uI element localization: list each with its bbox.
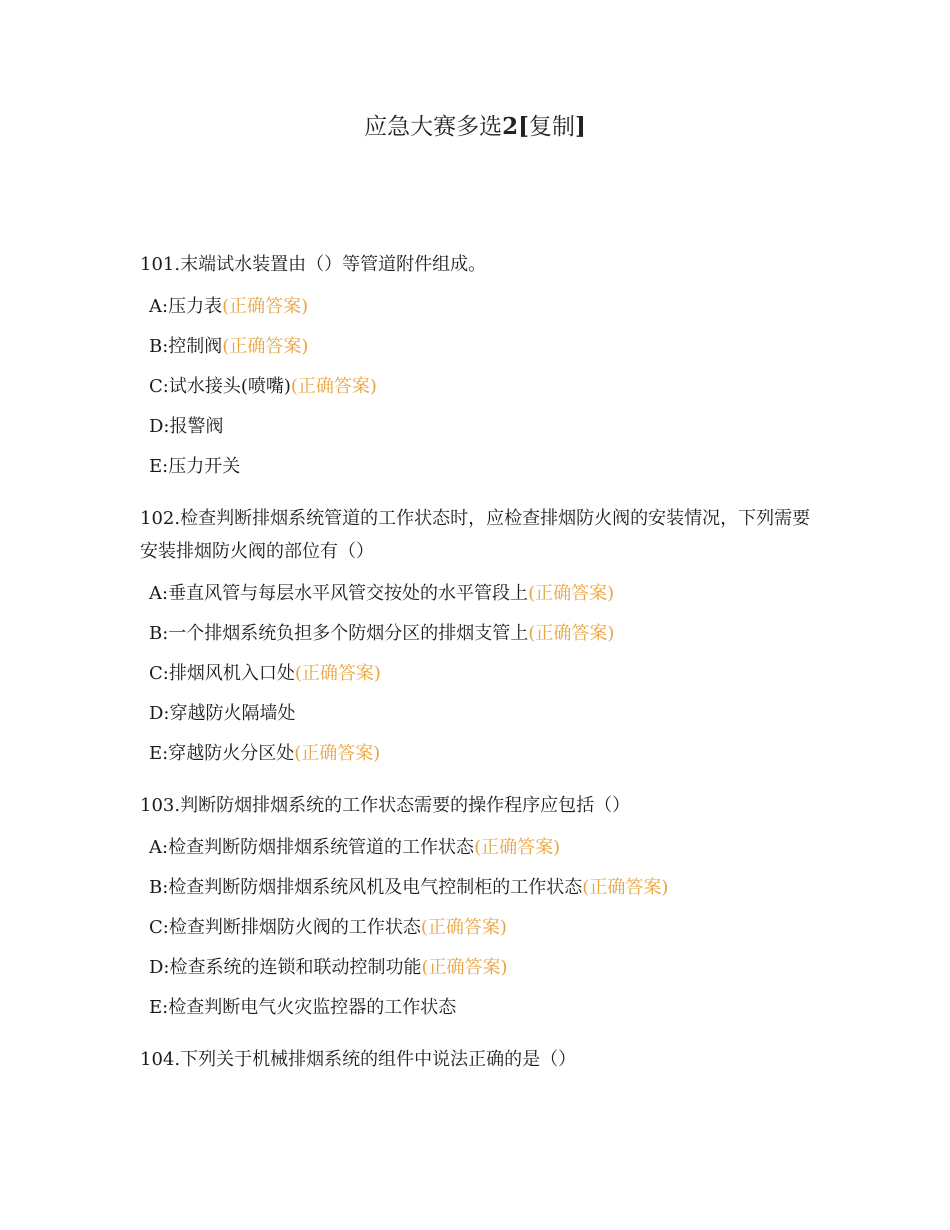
correct-answer-marker: (正确答案) xyxy=(222,296,309,317)
option-text: E:检查判断电气火灾监控器的工作状态 xyxy=(149,997,457,1018)
answer-option xyxy=(140,407,820,447)
answer-option xyxy=(140,908,820,948)
answer-option xyxy=(140,734,820,774)
correct-answer-marker: (正确答案) xyxy=(528,623,615,644)
question-stem: 102.检查判断排烟系统管道的工作状态时，应检查排烟防火阀的安装情况，下列需要安装排烟防火阀的部位有（） xyxy=(140,508,811,562)
correct-answer-marker: (正确答案) xyxy=(528,583,615,604)
correct-answer-marker: (正确答案) xyxy=(582,877,669,898)
option-text: E:压力开关 xyxy=(149,456,241,477)
question-block xyxy=(140,502,820,774)
correct-answer-marker: (正确答案) xyxy=(294,663,381,684)
option-text: A:检查判断防烟排烟系统管道的工作状态 xyxy=(149,837,475,858)
answer-option xyxy=(140,287,820,327)
option-text: C:试水接头(喷嘴) xyxy=(149,376,291,397)
correct-answer-marker: (正确答案) xyxy=(222,336,309,357)
title-bracket: ] xyxy=(575,113,586,140)
option-text: E:穿越防火分区处 xyxy=(149,743,295,764)
answer-option xyxy=(140,948,820,988)
correct-answer-marker: (正确答案) xyxy=(421,957,508,978)
answer-option xyxy=(140,367,820,407)
question-stem: 103.判断防烟排烟系统的工作状态需要的操作程序应包括（） xyxy=(140,795,631,816)
question-block xyxy=(140,789,820,1028)
title-number: 2[ xyxy=(502,113,529,140)
answer-option xyxy=(140,447,820,487)
answer-option xyxy=(140,828,820,868)
correct-answer-marker: (正确答案) xyxy=(420,917,507,938)
option-text: B:控制阀 xyxy=(149,336,223,357)
question-list xyxy=(140,248,820,1091)
question-block xyxy=(140,248,820,487)
question-block xyxy=(140,1043,820,1076)
answer-option xyxy=(140,868,820,908)
correct-answer-marker: (正确答案) xyxy=(474,837,561,858)
document-title xyxy=(0,111,950,143)
option-text: C:排烟风机入口处 xyxy=(149,663,295,684)
answer-option xyxy=(140,654,820,694)
answer-option xyxy=(140,988,820,1028)
title-text: 应急大赛多选 xyxy=(364,114,503,140)
option-text: A:压力表 xyxy=(149,296,223,317)
question-stem: 101.末端试水装置由（）等管道附件组成。 xyxy=(140,254,487,275)
option-text: D:穿越防火隔墙处 xyxy=(149,703,296,724)
correct-answer-marker: (正确答案) xyxy=(290,376,377,397)
answer-option xyxy=(140,327,820,367)
option-text: B:检查判断防烟排烟系统风机及电气控制柜的工作状态 xyxy=(149,877,583,898)
option-text: C:检查判断排烟防火阀的工作状态 xyxy=(149,917,421,938)
answer-option xyxy=(140,574,820,614)
correct-answer-marker: (正确答案) xyxy=(294,743,381,764)
answer-option xyxy=(140,614,820,654)
option-text: A:垂直风管与每层水平风管交按处的水平管段上 xyxy=(149,583,529,604)
title-copy-label: 复制 xyxy=(529,114,575,140)
option-text: D:报警阀 xyxy=(149,416,224,437)
option-text: D:检查系统的连锁和联动控制功能 xyxy=(149,957,422,978)
option-text: B:一个排烟系统负担多个防烟分区的排烟支管上 xyxy=(149,623,529,644)
answer-option xyxy=(140,694,820,734)
question-stem: 104.下列关于机械排烟系统的组件中说法正确的是（） xyxy=(140,1049,577,1070)
